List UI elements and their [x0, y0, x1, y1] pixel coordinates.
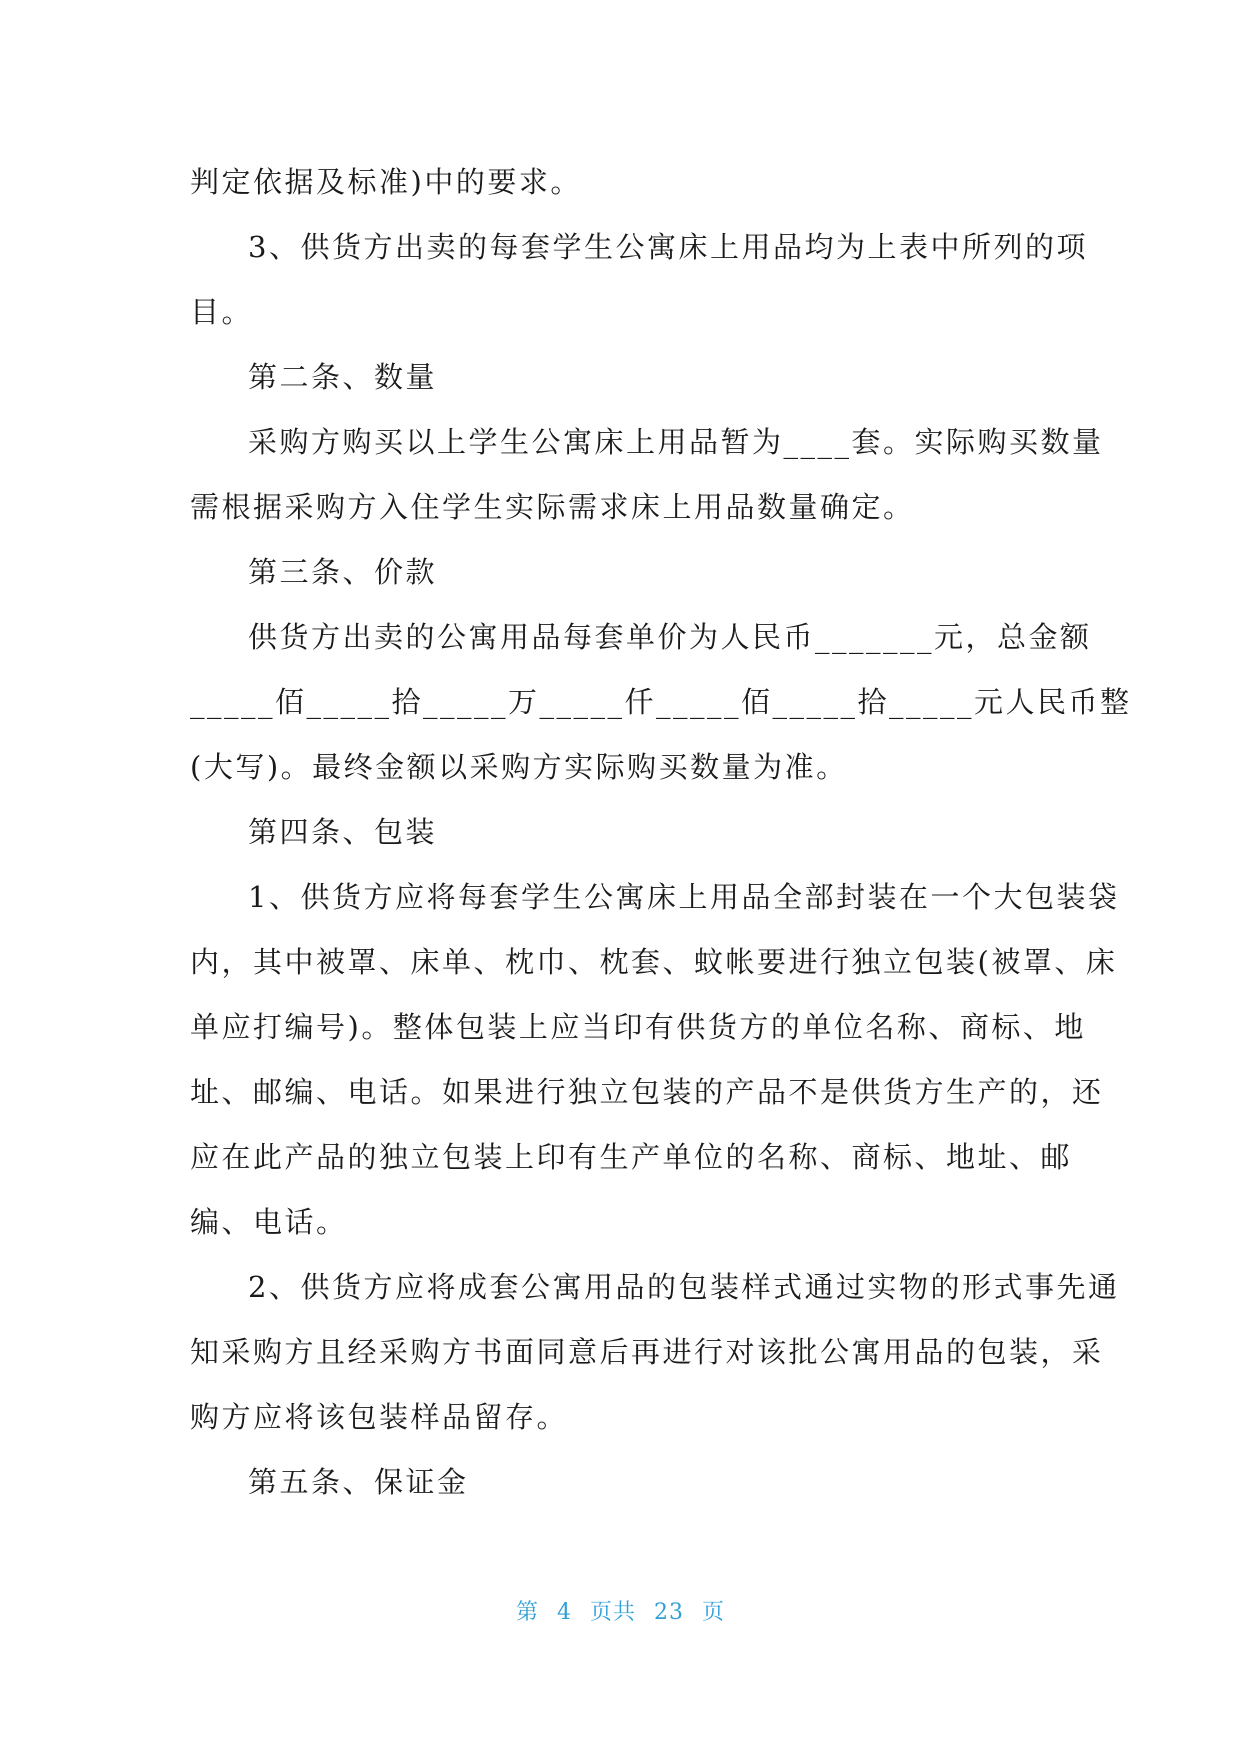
document-body — [190, 150, 1132, 1515]
text-line: 1、供货方应将每套学生公寓床上用品全部封装在一个大包装袋 — [248, 880, 1120, 914]
paragraph-packaging-2 — [190, 1255, 1120, 1450]
text-line: 址、邮编、电话。如果进行独立包装的产品不是供货方生产的，还 — [190, 1075, 1104, 1109]
paragraph-quantity — [190, 410, 1104, 540]
text-line: 知采购方且经采购方书面同意后再进行对该批公寓用品的包装，采 — [190, 1335, 1104, 1369]
paragraph-continuation — [190, 150, 1052, 215]
footer-suffix: 页 — [702, 1600, 726, 1625]
text-line: 需根据采购方入住学生实际需求床上用品数量确定。 — [190, 490, 915, 524]
text-line: 目。 — [190, 295, 254, 329]
section-heading-price — [190, 540, 1052, 605]
text-line: 采购方购买以上学生公寓床上用品暂为____套。实际购买数量 — [248, 425, 1104, 459]
text-line: 2、供货方应将成套公寓用品的包装样式通过实物的形式事先通 — [248, 1270, 1120, 1304]
section-heading-deposit — [190, 1450, 1052, 1515]
footer-prefix: 第 — [515, 1600, 539, 1625]
footer-total-pages: 23 — [654, 1600, 684, 1625]
footer-middle: 页共 — [589, 1600, 636, 1625]
text-line: 购方应将该包装样品留存。 — [190, 1400, 569, 1434]
text-line: 应在此产品的独立包装上印有生产单位的名称、商标、地址、邮 — [190, 1140, 1073, 1174]
heading-text: 第二条、数量 — [248, 360, 438, 394]
text-line: 供货方出卖的公寓用品每套单价为人民币_______元，总金额 — [248, 620, 1092, 654]
text-line: 3、供货方出卖的每套学生公寓床上用品均为上表中所列的项 — [248, 230, 1088, 264]
heading-text: 第四条、包装 — [248, 815, 438, 849]
paragraph-item-3 — [190, 215, 1088, 345]
text-line: (大写)。最终金额以采购方实际购买数量为准。 — [190, 750, 848, 784]
text-line: 单应打编号)。整体包装上应当印有供货方的单位名称、商标、地 — [190, 1010, 1086, 1044]
section-heading-packaging — [190, 800, 1052, 865]
text-line: 判定依据及标准)中的要求。 — [190, 165, 582, 199]
text-line: 编、电话。 — [190, 1205, 348, 1239]
section-heading-quantity — [190, 345, 1052, 410]
footer-current-page: 4 — [556, 1600, 572, 1625]
heading-text: 第五条、保证金 — [248, 1465, 469, 1499]
paragraph-price — [190, 605, 1132, 800]
text-line: 内，其中被罩、床单、枕巾、枕套、蚊帐要进行独立包装(被罩、床 — [190, 945, 1118, 979]
paragraph-packaging-1 — [190, 865, 1120, 1255]
page-number-footer — [0, 1595, 1241, 1626]
heading-text: 第三条、价款 — [248, 555, 438, 589]
text-line: _____佰_____拾_____万_____仟_____佰_____拾_____元人民币整 — [190, 685, 1132, 719]
